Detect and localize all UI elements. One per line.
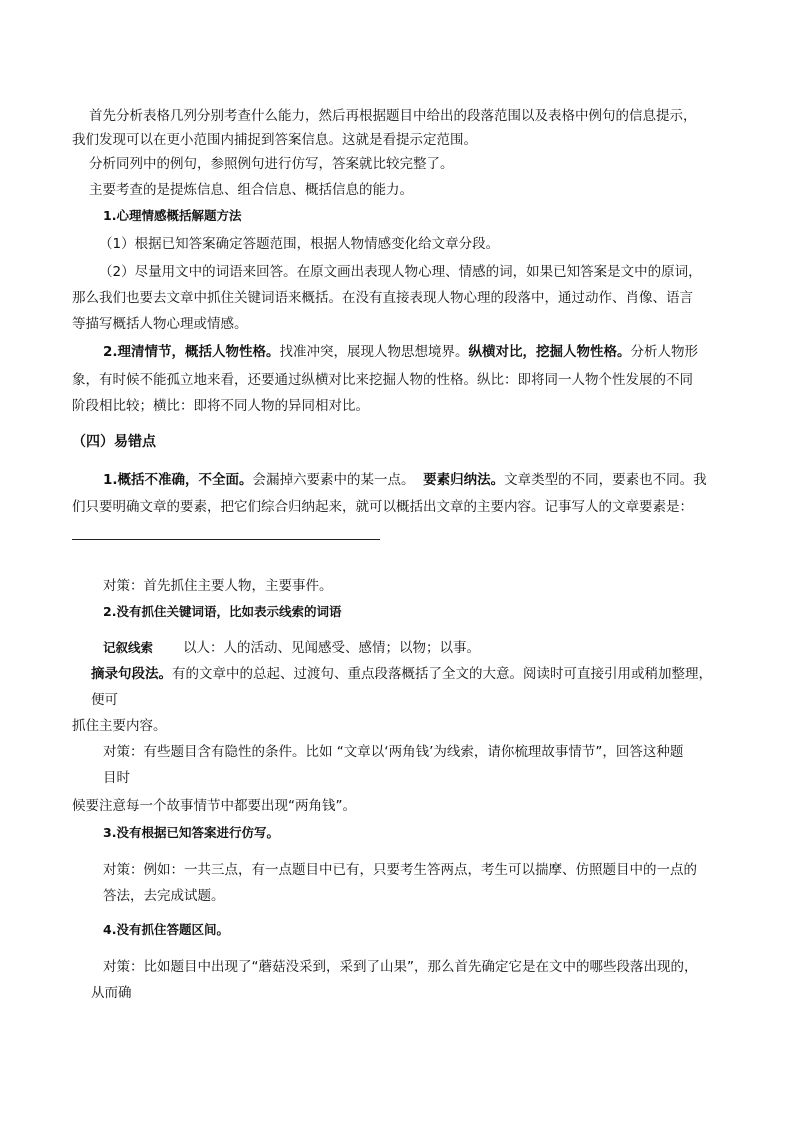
paragraph-line: 便可 xyxy=(91,692,118,708)
subheading-keywords: 2.没有抓住关键词语，比如表示线索的词语 xyxy=(103,604,342,619)
paragraph-line: 主要考查的是提炼信息、组合信息、概括信息的能力。 xyxy=(89,182,413,198)
bold-phrase: 纵横对比，挖掘人物性格。 xyxy=(468,344,631,360)
text-phrase: 文章类型的不同，要素也不同。我 xyxy=(504,472,707,488)
paragraph-line: 等描写概括人物心理或情感。 xyxy=(72,316,248,332)
paragraph-line: （1）根据已知答案确定答题范围，根据人物情感变化给文章分段。 xyxy=(99,236,500,252)
paragraph-line: （2）尽量用文中的词语来回答。在原文画出表现人物心理、情感的词，如果已知答案是文中的原词， xyxy=(99,264,702,280)
paragraph-line: 我们发现可以在更小范围内捕捉到答案信息。这就是看提示定范围。 xyxy=(72,132,477,148)
paragraph-line: 那么我们也要去文章中抓住关键词语来概括。在没有直接表现人物心理的段落中，通过动作、肖像、语言 xyxy=(72,290,693,306)
subheading-method: 1.心理情感概括解题方法 xyxy=(103,208,242,223)
paragraph-line: 对策：首先抓住主要人物，主要事件。 xyxy=(103,578,333,594)
paragraph-line: 从而确 xyxy=(91,985,132,1001)
paragraph-line: 对策：比如题目中出现了“蘑菇没采到，采到了山果”，那么首先确定它是在文中的哪些段落出现的， xyxy=(103,959,698,975)
paragraph-line: 们只要明确文章的要素，把它们综合归纳起来，就可以概括出文章的主要内容。记事写人的文章要素是： xyxy=(72,499,693,515)
paragraph-line: 对策：例如：一共三点，有一点题目中已有，只要考生答两点，考生可以揣摩、仿照题目中的一点的 xyxy=(103,862,697,878)
answer-blank-line xyxy=(72,539,380,540)
paragraph-line xyxy=(103,470,707,490)
section-heading: （四）易错点 xyxy=(72,434,156,450)
text-phrase: 会漏掉六要素中的某一点。 xyxy=(252,472,415,488)
paragraph-line: 首先分析表格几列分别考查什么能力，然后再根据题目中给出的段落范围以及表格中例句的信息提示， xyxy=(89,108,697,124)
text-phrase: 有的文章中的总起、过渡句、重点段落概括了全文的大意。阅读时可直接引用或稍加整理， xyxy=(172,666,712,682)
text-phrase: 找准冲突，展现人物思想境界。 xyxy=(279,344,469,360)
subheading-range: 4.没有抓住答题区间。 xyxy=(103,922,229,937)
paragraph-line: 抓住主要内容。 xyxy=(72,718,167,734)
paragraph-line: 象，有时候不能孤立地来看，还要通过纵横对比来挖掘人物的性格。纵比：即将同一人物个性发展的不同 xyxy=(72,372,693,388)
paragraph-line xyxy=(103,342,698,362)
bold-phrase: 摘录句段法。 xyxy=(91,666,172,682)
paragraph-line xyxy=(91,664,712,684)
paragraph-line: 目时 xyxy=(103,770,130,786)
text-phrase: 分析人物形 xyxy=(630,344,699,360)
paragraph-line: 对策：有些题目含有隐性的条件。比如 “文章以‘两角钱’为线索，请你梳理故事情节”，回答这种题 xyxy=(103,744,684,760)
paragraph-line: 候要注意每一个故事情节中都要出现“两角钱”。 xyxy=(72,798,356,814)
bold-phrase: 2.理清情节，概括人物性格。 xyxy=(103,344,280,360)
text-phrase: 以人：人的活动、见闻感受、感情；以物；以事。 xyxy=(183,640,481,656)
bold-phrase: 要素归纳法。 xyxy=(423,472,505,488)
paragraph-line: 阶段相比较；横比：即将不同人物的异同相对比。 xyxy=(72,398,369,414)
bold-phrase: 记叙线索 xyxy=(103,640,154,655)
paragraph-line xyxy=(103,638,480,658)
subheading-imitate: 3.没有根据已知答案进行仿写。 xyxy=(103,825,279,840)
paragraph-line: 答法，去完成试题。 xyxy=(103,888,225,904)
bold-phrase: 1.概括不准确，不全面。 xyxy=(103,472,253,488)
paragraph-line: 分析同列中的例句，参照例句进行仿写，答案就比较完整了。 xyxy=(89,156,454,172)
